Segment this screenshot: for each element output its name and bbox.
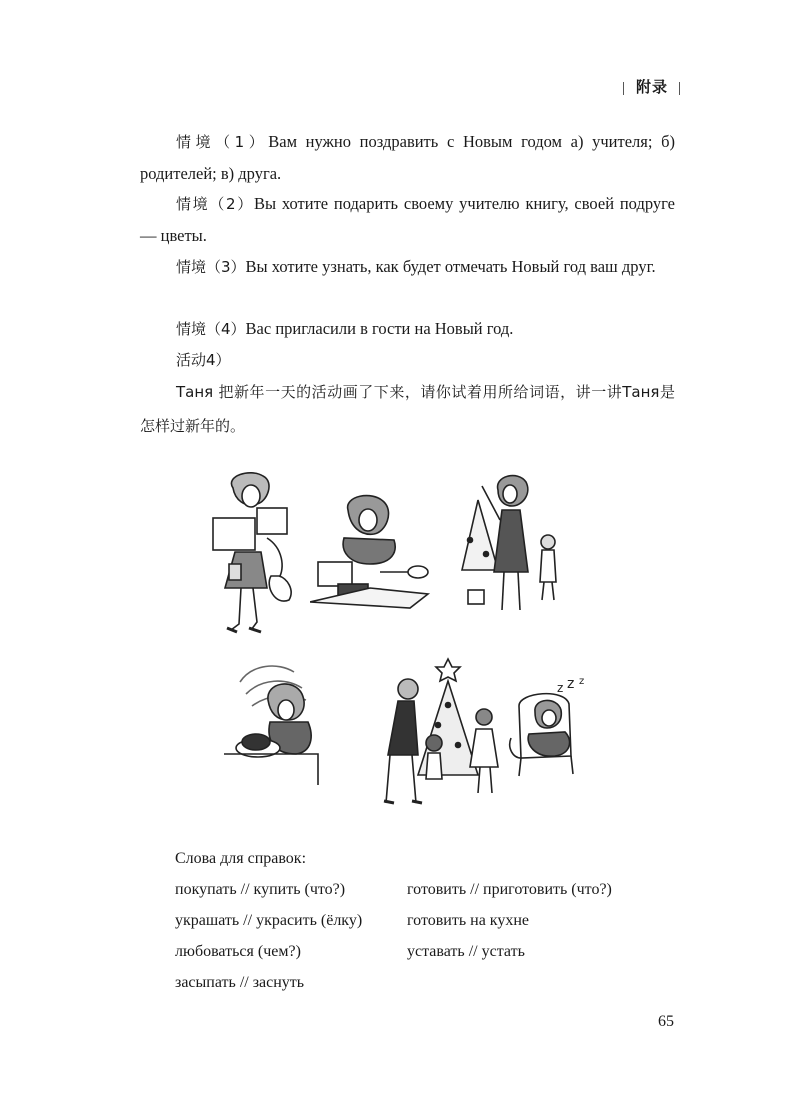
situation-3-tag: 情境（3） (176, 258, 246, 276)
activity-instruction: Таня 把新年一天的活动画了下来，请你试着用所给词语，讲一讲Таня是怎样过新年的。 (140, 383, 675, 435)
page-number: 65 (658, 1013, 674, 1030)
vocabulary-item: украшать // украсить (ёлку) (175, 912, 363, 929)
woman-wrapping-gifts-icon (310, 492, 440, 610)
vocabulary-item: любоваться (чем?) (175, 943, 301, 960)
vocabulary-row (175, 967, 612, 998)
situation-1 (140, 126, 675, 189)
situation-2-text: Вы хотите подарить своему учителю книгу, своей подруге — цветы. (140, 194, 675, 245)
woman-cooking-icon (222, 660, 322, 785)
vocabulary-row (175, 874, 612, 905)
situation-3-text: Вы хотите узнать, как будет отмечать Новый год ваш друг. (245, 257, 656, 276)
vocabulary-title: Слова для справок: (175, 850, 307, 867)
situation-1-text: Вам нужно поздравить с Новым годом а) учителя; б) родителей; в) друга. (140, 132, 675, 183)
header-divider-left: | (622, 80, 627, 96)
family-around-tree-icon (372, 655, 507, 807)
vocabulary-item: покупать // купить (что?) (175, 881, 346, 898)
svg-text:z: z (557, 681, 564, 695)
situation-1-tag: 情境（1） (176, 133, 269, 151)
vocabulary-row (175, 936, 612, 967)
svg-text:z: z (567, 678, 575, 692)
activity-title: 活动4） (176, 351, 231, 369)
woman-decorating-tree-icon (458, 470, 578, 618)
vocabulary-row (175, 905, 612, 936)
svg-text:z: z (579, 678, 585, 687)
header-title: 附录 (636, 80, 669, 96)
situation-4-tag: 情境（4） (176, 320, 246, 338)
situation-4-text: Вас пригласили в гости на Новый год. (245, 319, 514, 338)
vocabulary-item: готовить на кухне (407, 912, 530, 929)
situation-2 (140, 188, 675, 251)
situation-2-tag: 情境（2） (176, 195, 254, 213)
situation-4 (140, 313, 675, 345)
situation-3 (140, 251, 675, 283)
woman-shopping-icon (205, 468, 300, 638)
woman-sleeping-icon (505, 678, 600, 780)
vocabulary-item: готовить // приготовить (что?) (407, 881, 612, 898)
running-header (612, 76, 692, 97)
header-divider-right: | (678, 80, 683, 96)
vocabulary-block (175, 843, 612, 998)
vocabulary-item: засыпать // заснуть (175, 974, 305, 991)
vocabulary-item: уставать // устать (407, 943, 525, 960)
